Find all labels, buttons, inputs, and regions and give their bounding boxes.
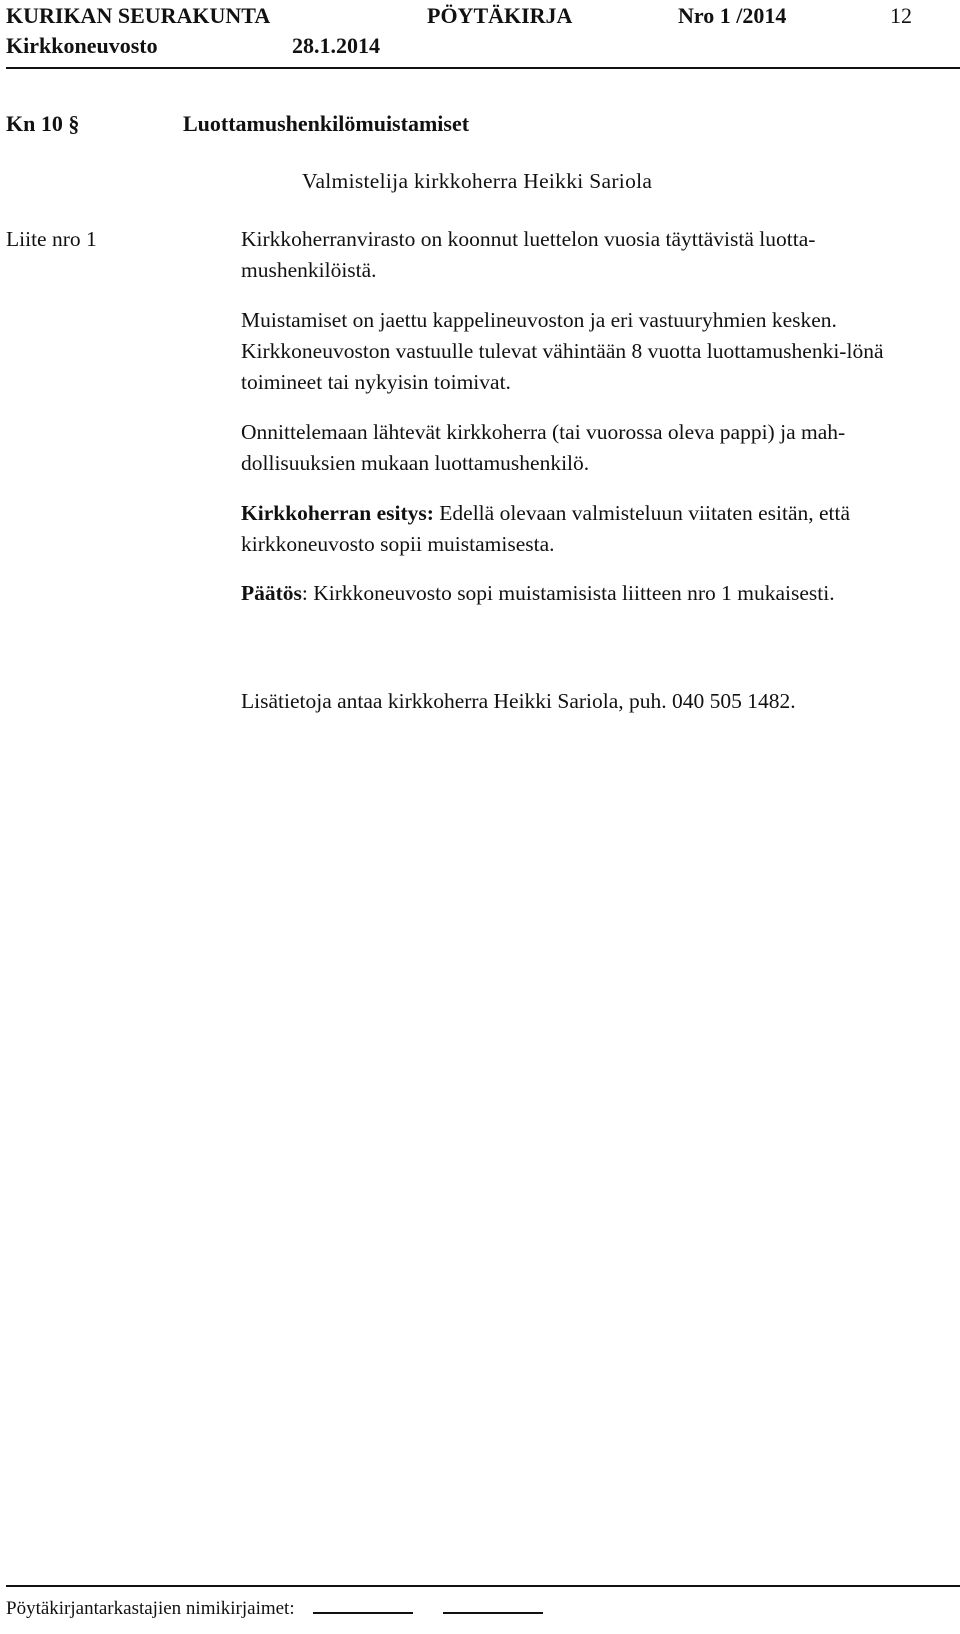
paragraph-congratulators [241, 417, 941, 479]
contact-info [241, 686, 941, 717]
page-number: 12 [890, 3, 912, 28]
signature-line [443, 1611, 543, 1614]
proposal-text: Edellä olevaan valmisteluun viitaten esitän, että kirkkoneuvosto sopii muistamisesta. [241, 501, 851, 556]
decision-text: : Kirkkoneuvosto sopi muistamisista liitteen nro 1 mukaisesti. [301, 581, 835, 605]
doc-type: PÖYTÄKIRJA [427, 3, 573, 28]
paragraph-list-compiled [241, 224, 941, 286]
preparer-line: Valmistelija kirkkoherra Heikki Sariola [302, 169, 653, 193]
signatures-row [6, 1598, 543, 1620]
paragraph-text: Kirkkoherranvirasto on koonnut luettelon vuosia täyttävistä luotta-mushenkilöistä. [241, 227, 816, 282]
decision-label: Päätös [241, 581, 302, 605]
header-rule [6, 67, 960, 69]
paragraph-distribution [241, 305, 941, 398]
decision [241, 578, 941, 609]
paragraph-text: Kirkkoneuvoston vastuulle tulevat vähintään 8 vuotta luottamushenki-lönä toimineet tai nykyisin toimivat. [241, 339, 884, 394]
signature-line [313, 1611, 413, 1614]
section-number: Kn 10 § [6, 111, 80, 136]
org-name: KURIKAN SEURAKUNTA [6, 3, 271, 28]
meeting-body: Kirkkoneuvosto [6, 33, 158, 58]
meeting-date: 28.1.2014 [292, 33, 380, 58]
proposal [241, 498, 941, 560]
paragraph-text: Lisätietoja antaa kirkkoherra Heikki Sariola, puh. 040 505 1482. [241, 689, 796, 713]
doc-number: Nro 1 /2014 [678, 3, 787, 28]
signatures-label: Pöytäkirjantarkastajien nimikirjaimet: [6, 1598, 295, 1619]
paragraph-text: Muistamiset on jaettu kappelineuvoston ja eri vastuuryhmien kesken. [241, 308, 837, 332]
section-title: Luottamushenkilömuistamiset [183, 111, 470, 136]
attachment-label: Liite nro 1 [6, 227, 97, 251]
paragraph-text: Onnittelemaan lähtevät kirkkoherra (tai vuorossa oleva pappi) ja mah-dollisuuksien mukaan luottamushenkilö. [241, 420, 846, 475]
footer-rule [6, 1585, 960, 1587]
proposal-label: Kirkkoherran esitys: [241, 501, 434, 525]
